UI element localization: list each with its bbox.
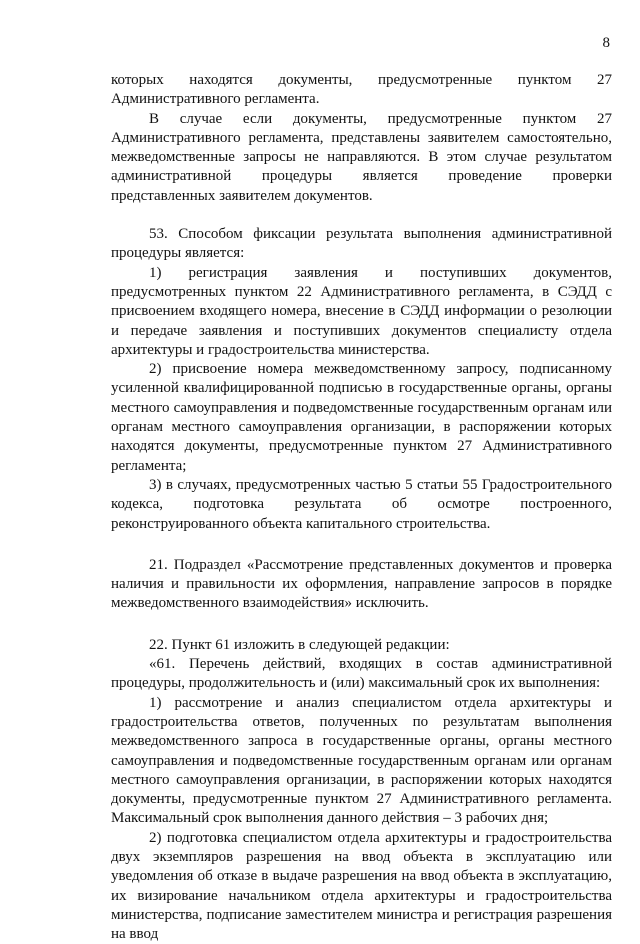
paragraph-continuation: которых находятся документы, предусмотренные пунктом 27 Административного регламента. xyxy=(111,72,612,108)
paragraph: В случае если документы, предусмотренные пунктом 27 Административного регламента, представлены заявителем самостоятельно, межведомственные запросы не направляются. В этом случае результатом административной процедуры является проведение проверки представленных заявителем документов. xyxy=(111,110,612,204)
paragraph-item-53: 53. Способом фиксации результата выполнения административной процедуры является: xyxy=(111,226,612,262)
page-number: 8 xyxy=(602,35,610,51)
list-item: 1) регистрация заявления и поступивших документов, предусмотренных пунктом 22 Административного регламента, в СЭДД с присвоением входящего номера, внесение в СЭДД информации о резолюции и передаче заявления и поступивших документов специалисту отдела архитектуры и градостроительства министерства. xyxy=(111,264,612,358)
paragraph-item-22: 22. Пункт 61 изложить в следующей редакции: xyxy=(149,636,450,653)
list-item: 1) рассмотрение и анализ специалистом отдела архитектуры и градостроительства ответов, полученных по результатам выполнения межведомственного запроса в государственные органы, органы местного самоуправления и подведомственные государственным органам или органам местного самоуправления организации, в распоряжении которых находятся документы, предусмотренные пунктом 27 Административного регламента. Максимальный срок выполнения данного действия – 3 рабочих дня; xyxy=(111,694,612,827)
list-item: 2) присвоение номера межведомственному запросу, подписанному усиленной квалифицированной подписью в государственные органы, органы местного самоуправления и подведомственные государственным органам или органам местного самоуправления организации, в распоряжении которых находятся документы, предусмотренные пунктом 27 Административного регламента; xyxy=(111,361,612,474)
paragraph-quote-61: «61. Перечень действий, входящих в состав административной процедуры, продолжительность и (или) максимальный срок их выполнения: xyxy=(111,656,612,692)
list-item: 2) подготовка специалистом отдела архитектуры и градостроительства двух экземпляров разрешения на ввод объекта в эксплуатацию или уведомления об отказе в выдаче разрешения на ввод объекта в эксплуатацию, их визирование начальником отдела архитектуры и градостроительства министерства, подписание заместителем министра и регистрация разрешения на ввод xyxy=(111,829,612,943)
list-item: 3) в случаях, предусмотренных частью 5 статьи 55 Градостроительного кодекса, подготовка результата об осмотре построенного, реконструированного объекта капитального строительства. xyxy=(111,476,612,532)
document-body xyxy=(111,71,612,944)
paragraph-item-21: 21. Подраздел «Рассмотрение представленных документов и проверка наличия и правильности их оформления, направление запросов в порядке межведомственного взаимодействия» исключить. xyxy=(111,556,612,612)
